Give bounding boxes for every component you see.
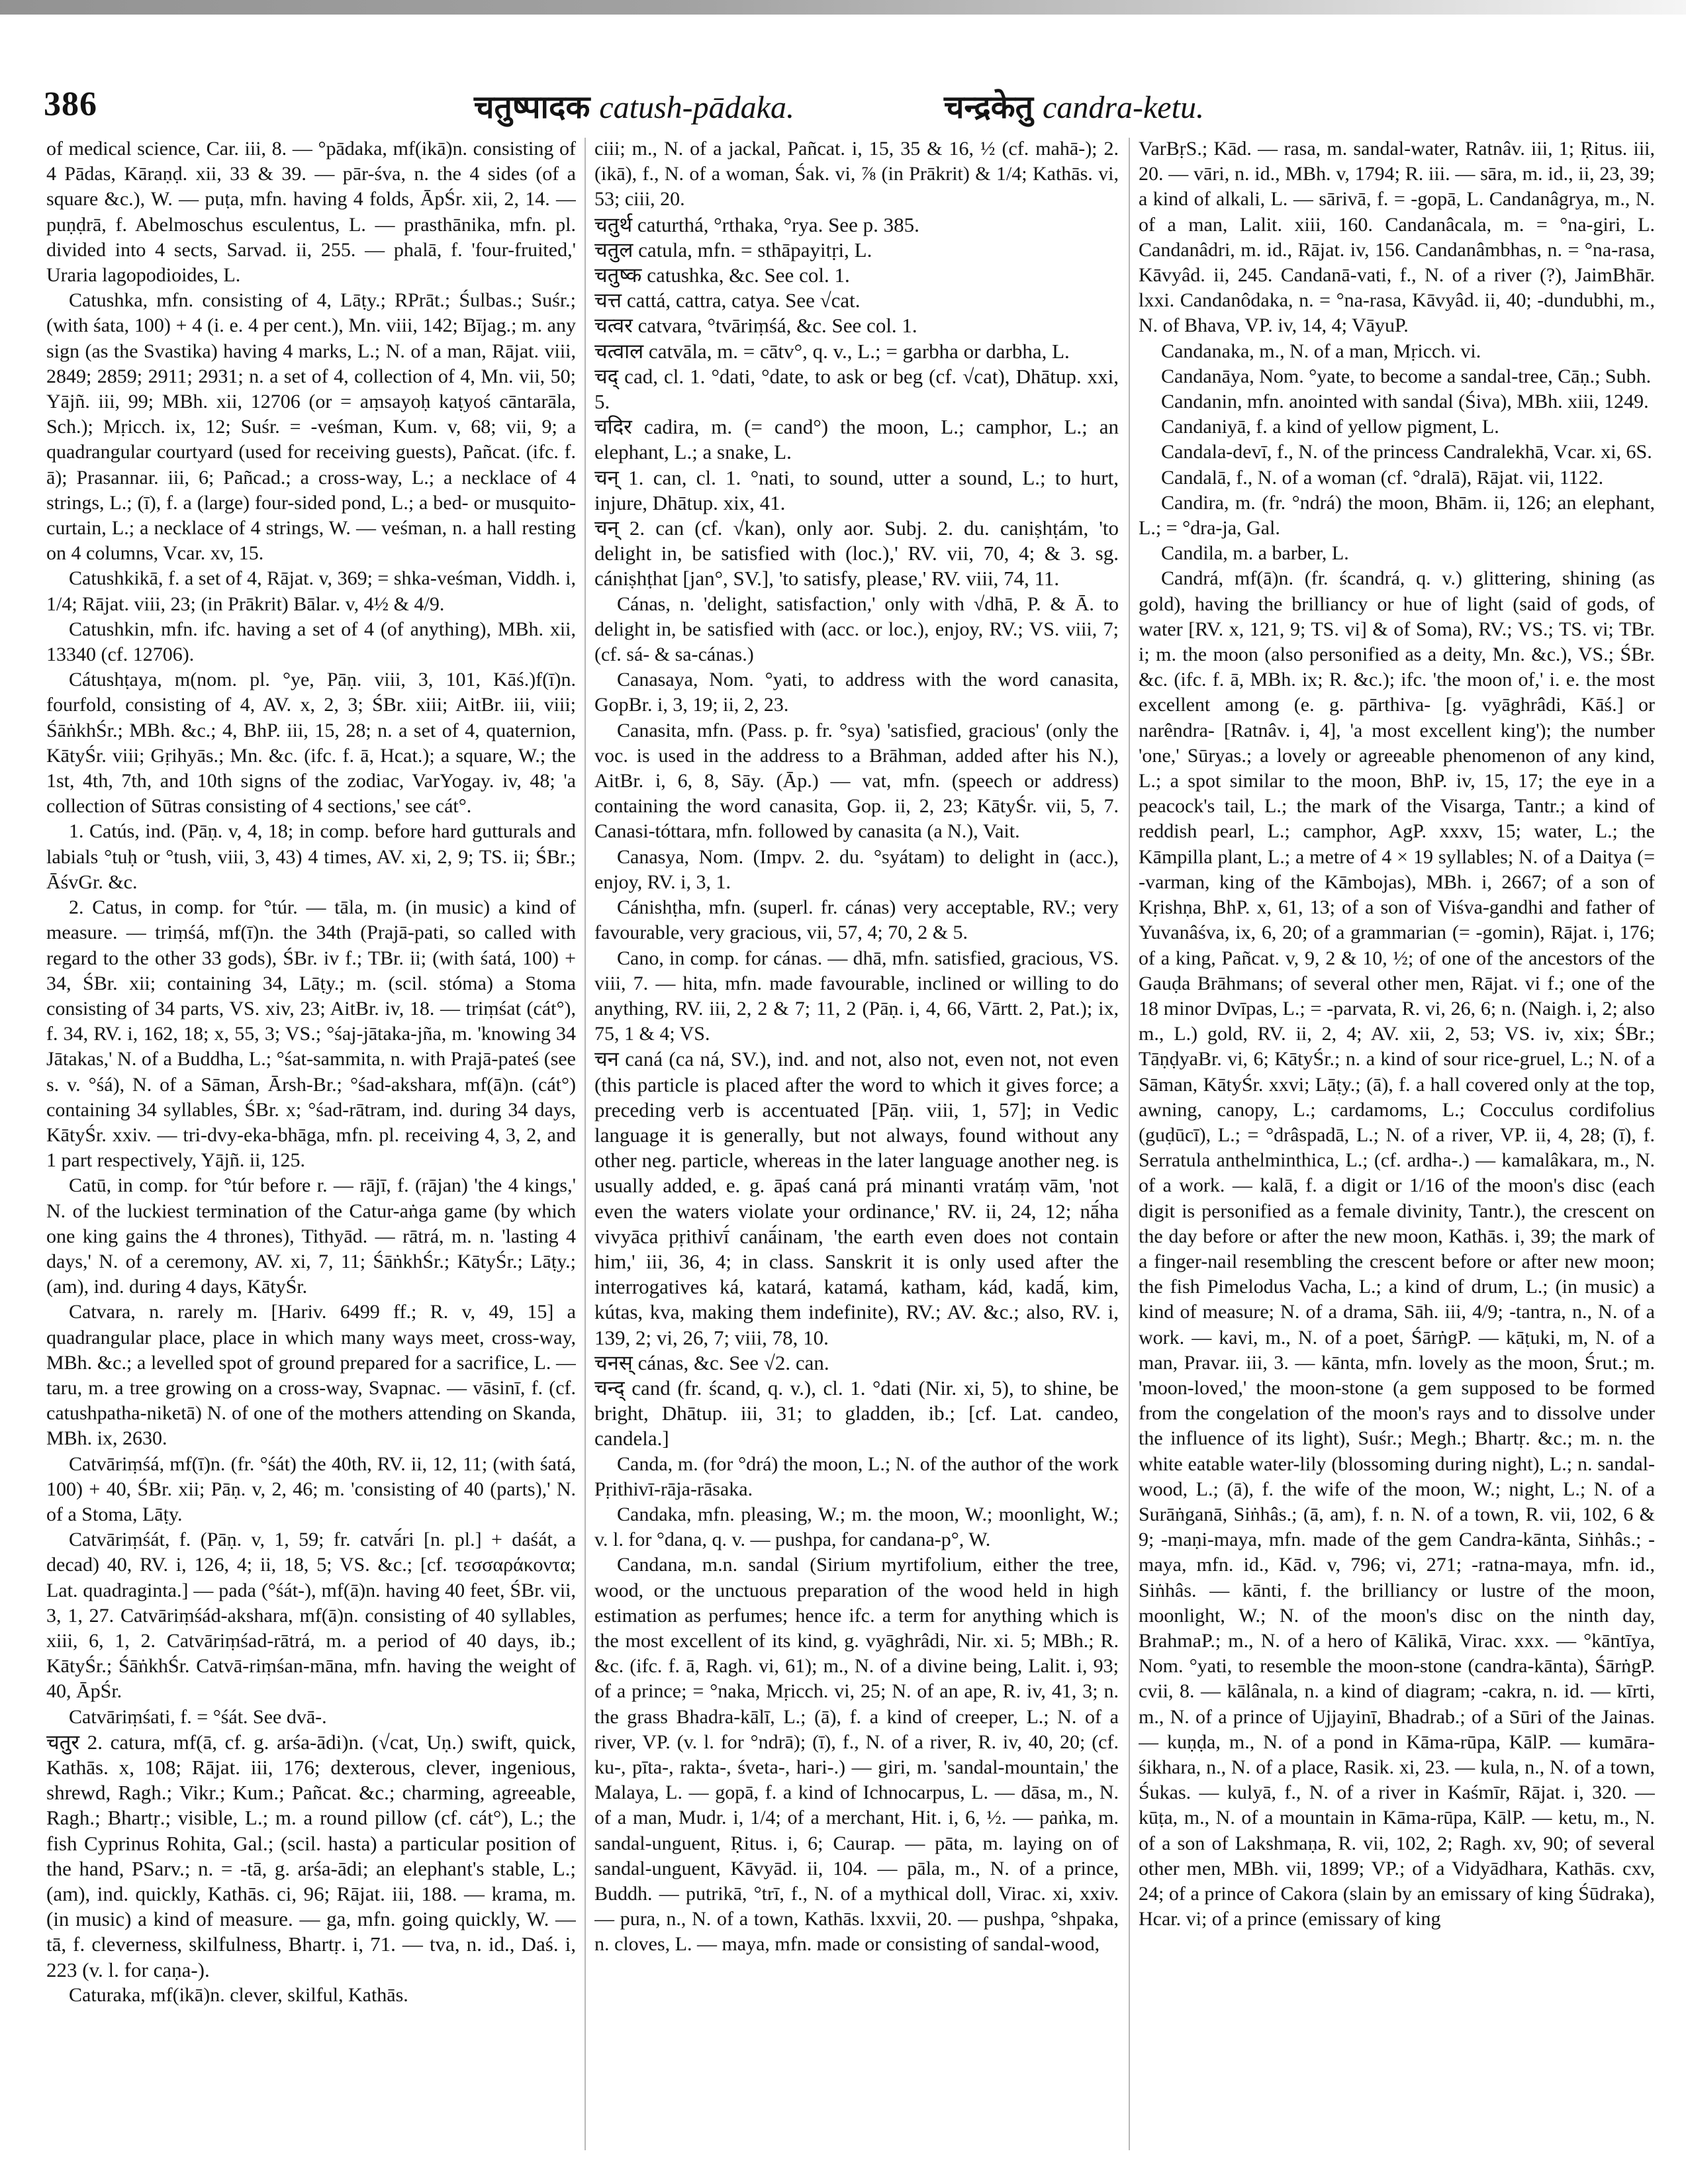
dictionary-entry: Candalā, f., N. of a woman (cf. °dralā), Rājat. vii, 1122. [1161, 466, 1604, 489]
left-headword-devanagari: चतुष्पादक [474, 89, 590, 126]
dictionary-entry: Candanin, mfn. anointed with sandal (Śiva), MBh. xiii, 1249. [1161, 391, 1649, 413]
right-headword-roman: candra-ketu. [1043, 90, 1204, 125]
dictionary-entry: चदिर cadira, m. (= cand°) the moon, L.; camphor, L.; an elephant, L.; a snake, L. [594, 415, 1119, 464]
dictionary-entry: Catushka, mfn. consisting of 4, Lāṭy.; RPrāt.; Śulbas.; Suśr.; (with śata, 100) + 4 (i. e. 4 per cent.), Mn. viii, 142; Bījag.; m. any sign (as the Svastika) having 4 marks, L.; N. of a man, Rājat. viii, 2849; 2859; 2911; 2931; n. a set of 4, collection of 4, Mn. vii, 50; Yājñ. iii, 99; MBh. xii, 12706 (or = aṃsayoḥ kaṭyoś cāntarāla, Sch.); Mṛicch. ix, 12; Suśr. = -veśman, Kum. v, 68; vii, 9; a quadrangular courtyard (used for receiving guests), Pañcat. (ifc. f. ā); Prasannar. iii, 6; Pañcad.; a cross-way, L.; a necklace of 4 strings, L.; (ī), f. a (large) four-sided pond, L.; a bed- or musquito-curtain, L.; a necklace of 4 strings, W. — veśman, n. a hall resting on 4 columns, Vcar. xv, 15. [46, 289, 576, 565]
column-divider [585, 138, 586, 2150]
left-running-headword [474, 85, 794, 128]
dictionary-entry: Candaka, mfn. pleasing, W.; m. the moon, W.; moonlight, W.; v. l. for °dana, q. v. — pushpa, for candana-p°, W. [594, 1503, 1119, 1551]
dictionary-entry: Cánishṭha, mfn. (superl. fr. cánas) very acceptable, RV.; very favourable, very gracious, vii, 57, 4; 70, 2 & 5. [594, 896, 1119, 944]
dictionary-entry: Catvāriṃśati, f. = °śát. See dvā-. [69, 1705, 327, 1728]
dictionary-entry: 1. Catús, ind. (Pāṇ. v, 4, 18; in comp. before hard gutturals and labials °tuḥ or °tush, viii, 3, 43) 4 times, AV. xi, 2, 9; TS. ii; ŚBr.; ĀśvGr. &c. [46, 820, 576, 893]
dictionary-entry: Catushkin, mfn. ifc. having a set of 4 (of anything), MBh. xii, 13340 (cf. 12706). [46, 618, 576, 666]
dictionary-entry: चत्त cattá, cattra, catya. See √cat. [594, 289, 861, 312]
dictionary-column-3 [1139, 136, 1655, 2169]
dictionary-entry: of medical science, Car. iii, 8. — °pādaka, mf(ikā)n. consisting of 4 Pādas, Kāraṇḍ. xii, 33 & 39. — pār-śva, n. the 4 sides (of a square &c.), W. — puṭa, mfn. having 4 folds, ĀpŚr. xii, 2, 14. — puṇḍrā, f. Abelmoschus esculentus, L. — prasthānika, mfn. pl. divided into 4 sects, Sarvad. ii, 255. — phalā, f. 'four-fruited,' Uraria lagopodioides, L. [46, 138, 576, 287]
dictionary-entry: Catushkikā, f. a set of 4, Rājat. v, 369; = shka-veśman, Viddh. i, 1/4; Rājat. viii, 23; (in Prākrit) Bālar. v, 4½ & 4/9. [46, 567, 576, 615]
dictionary-entry: Cánas, n. 'delight, satisfaction,' only with √dhā, P. & Ā. to delight in, be satisfied with (acc. or loc.), enjoy, RV.; VS. viii, 7; (cf. sá- & sa-cánas.) [594, 593, 1119, 666]
dictionary-entry: Candrá, mf(ā)n. (fr. ścandrá, q. v.) glittering, shining (as gold), having the brilliancy or hue of light (said of gods, of water [RV. x, 121, 9; TS. vi] & of Soma), RV.; VS.; TS. vi; TBr. i; m. the moon (also personified as a deity, Mn. &c.), VS.; ŚBr. &c. (ifc. f. ā, MBh. ix; R. &c.); ifc. 'the moon of,' i. e. the most excellent among (e. g. pārthiva- [g. vyāghrâdi, Kāś.] or narêndra- [Ratnâv. i, 4], 'a most excellent king'); the number 'one,' Sūryas.; a lovely or agreeable phenomenon of any kind, L.; a spot similar to the moon, BhP. iv, 15, 17; the eye in a peacock's tail, L.; the mark of the Visarga, Tantr.; a kind of reddish pearl, L.; camphor, AgP. xxxv, 15; water, L.; the Kāmpilla plant, L.; a metre of 4 × 19 syllables; N. of a Daitya (= -varman, king of the Kāmbojas), MBh. i, 2667; of a son of Kṛishṇa, BhP. x, 61, 13; of a son of Viśva-gandhi and father of Yuvanâśva, ix, 6, 20; of a grammarian (= -gomin), Rājat. i, 176; of a king, Pañcat. v, 9, 2 & 10, ½; of one of the ancestors of the Gauḍa Brāhmans; of several other men, Rājat. vi f.; one of the 18 minor Dvīpas, L.; = -parvata, R. vi, 26, 6; n. (Naigh. i, 2; also m., L.) gold, RV. ii, 2, 4; AV. xii, 2, 53; VS. iv, xix; ŚBr.; TāṇḍyaBr. vi, 6; KātyŚr.; n. a kind of sour rice-gruel, L.; N. of a Sāman, KātyŚr. xxvi; Lāṭy.; (ā), f. a hall covered only at the top, awning, canopy, L.; cardamoms, L.; Cocculus cordifolius (guḍūcī), L.; = °drâspadā, L.; N. of a river, VP. ii, 4, 28; (ī), f. Serratula anthelminthica, L.; (cf. ardha-.) — kamalâkara, m., N. of a work. — kalā, f. a digit or 1/16 of the moon's disc (each digit is personified as a female divinity, Tantr.), the crescent on the day before or after the new moon, Kathās. i, 39; the mark of a finger-nail resembling the crescent before or after new moon; the fish Pimelodus Vacha, L.; a kind of drum, L.; (in music) a kind of measure; N. of a drama, Sāh. iii, 4/9; -tantra, n., N. of a work. — kavi, m., N. of a poet, ŚārṅgP. — kāṭuki, m, N. of a man, Pravar. iii, 3. — kānta, mfn. lovely as the moon, Śrut.; m. 'moon-loved,' the moon-stone (a gem supposed to be formed from the congelation of the moon's rays and to dissolve under the influence of its light), Suśr.; Megh.; Bhartṛ. &c.; m. n. the white eatable water-lily (blossoming during night), L.; n. sandal-wood, L.; (ā), f. the wife of the moon, W.; night, L.; N. of a Surāṅganā, Siṅhâs.; (ā, am), f. n. N. of a town, R. vii, 102, 6 & 9; -maṇi-maya, mfn. made of the gem Candra-kānta, Siṅhâs.; -maya, mfn. id., Kād. v, 796; vi, 271; -ratna-maya, mfn. id., Siṅhâs. — kānti, f. the brilliancy or lustre of the moon, moonlight, W.; N. of the moon's disc on the ninth day, BrahmaP.; m., N. of a hero of Kālikā, Virac. xxx. — °kāntīya, Nom. °yati, to resemble the moon-stone (candra-kānta), ŚārṅgP. cvii, 8. — kālânala, n. a kind of diagram; -cakra, n. id. — kīrti, m., N. of a prince of Ujjayinī, Bhadrab.; of a Sūri of the Jainas. — kuṇḍa, m., N. of a pond in Kāma-rūpa, KālP. — kumāra-śikhara, n., N. of a place, Rasik. xi, 23. — kula, n., N. of a town, Śukas. — kulyā, f., N. of a river in Kaśmīr, Rājat. i, 320. — kūṭa, m., N. of a mountain in Kāma-rūpa, KālP. — ketu, m., N. of a son of Lakshmaṇa, R. vii, 102, 2; Ragh. xv, 90; of several other men, MBh. vii, 1899; VP.; of a Vidyādhara, Kathās. cxv, 24; of a prince of Cakora (slain by an emissary of king Śūdraka), Hcar. vi; of a prince (emissary of king [1139, 567, 1655, 1930]
right-headword-devanagari: चन्द्रकेतु [944, 89, 1034, 126]
dictionary-entry: चन caná (ca ná, SV.), ind. and not, also not, even not, not even (this particle is placed after the word to which it gives force; a preceding verb is accentuated [Pāṇ. viii, 1, 57]; in Vedic language it is generally, but not always, found without any other neg. particle, whereas in the later language another neg. is usually added, e. g. āpaś caná prá minanti vratáṃ vām, 'not even the waters violate your ordinance,' RV. ii, 24, 12; nā́ha vivyāca pṛithivī́ canā́inam, 'the earth even does not contain him,' iii, 36, 4; in class. Sanskrit it is only used after the interrogatives ká, katará, katamá, katham, kád, kadā́, kim, kútas, kva, making them indefinite), RV.; AV. &c.; also, RV. i, 139, 2; vi, 26, 7; viii, 78, 10. [594, 1047, 1119, 1349]
dictionary-entry: Catvāriṃśát, f. (Pāṇ. v, 1, 59; fr. catvā́ri [n. pl.] + daśát, a decad) 40, RV. i, 126, 4; ii, 18, 5; VS. &c.; [cf. τεσσαράκοντα; Lat. quadraginta.] — pada (°śát-), mf(ā)n. having 40 feet, ŚBr. vii, 3, 1, 27. Catvāriṃśád-akshara, mf(ā)n. consisting of 40 syllables, xiii, 6, 1, 2. Catvāriṃśad-rātrá, m. a period of 40 days, ib.; KātyŚr.; ŚāṅkhŚr. Catvā-riṃśan-māna, mfn. having the weight of 40, ĀpŚr. [46, 1529, 576, 1703]
dictionary-entry: Candanāya, Nom. °yate, to become a sandal-tree, Cāṇ.; Subh. [1161, 365, 1652, 387]
dictionary-entry: Canasaya, Nom. °yati, to address with the word canasita, GopBr. i, 3, 19; ii, 2, 23. [594, 669, 1119, 716]
dictionary-entry: चनस् cánas, &c. See √2. can. [594, 1351, 829, 1374]
dictionary-entry: Cátushṭaya, m(nom. pl. °ye, Pāṇ. viii, 3, 101, Kāś.)f(ī)n. fourfold, consisting of 4, AV. x, 2, 3; ŚBr. xiii; AitBr. iii, viii; ŚāṅkhŚr.; MBh. &c.; 4, BhP. iii, 15, 28; n. a set of 4, quaternion, KātyŚr. viii; Gṛihyās.; Mn. &c. (ifc. f. ā, Hcat.); a square, W.; the 1st, 4th, 7th, and 10th signs of the zodiac, VarYogay. iv, 48; 'a collection of Sūtras consisting of 4 sections,' see cát°. [46, 669, 576, 818]
dictionary-entry: Candira, m. (fr. °ndrá) the moon, Bhām. ii, 126; an elephant, L.; = °dra-ja, Gal. [1139, 491, 1655, 540]
dictionary-entry: Candila, m. a barber, L. [1161, 542, 1349, 565]
left-headword-roman: catush-pādaka. [599, 90, 794, 125]
dictionary-entry: 2. Catus, in comp. for °túr. — tāla, m. (in music) a kind of measure. — triṃśá, mf(ī)n. the 34th (Prajā-pati, so called with regard to the other 33 gods), ŚBr. iv f.; TBr. ii; (with śatá, 100) + 34, ŚBr. xii; containing 34, Lāṭy.; m. (scil. stóma) a Stoma consisting of 34 parts, VS. xiv, 23; AitBr. iv, 18. — triṃśat (cát°), f. 34, RV. i, 162, 18; x, 55, 3; VS.; °śaj-jātaka-jña, m. 'knowing 34 Jātakas,' N. of a Buddha, L.; °śat-sammita, n. with Prajā-pateś (see s. v. °śá), N. of a Sāman, Ārsh-Br.; °śad-akshara, mf(ā)n. (cát°) containing 34 syllables, ŚBr. x; °śad-rātram, ind. during 34 days, KātyŚr. xxiv. — tri-dvy-eka-bhāga, mfn. pl. receiving 4, 3, 2, and 1 part respectively, Yājñ. ii, 125. [46, 896, 576, 1172]
dictionary-entry: चतुल catula, mfn. = sthāpayitṛi, L. [594, 238, 872, 261]
dictionary-entry: चन्द् cand (fr. ścand, q. v.), cl. 1. °dati (Nir. xi, 5), to shine, be bright, Dhātup. iii, 31; to gladden, ib.; [cf. Lat. candeo, candela.] [594, 1376, 1119, 1450]
dictionary-entry: Candaniyā, f. a kind of yellow pigment, L. [1161, 416, 1499, 438]
scan-top-edge [0, 0, 1686, 15]
dictionary-entry: चत्वाल catvāla, m. = cātv°, q. v., L.; = garbha or darbha, L. [594, 339, 1070, 363]
dictionary-entry: चतुर्थ caturthá, °rthaka, °rya. See p. 385. [594, 213, 919, 236]
dictionary-entry: Catū, in comp. for °túr before r. — rājī, f. (rājan) 'the 4 kings,' N. of the luckiest termination of the Catur-aṅga game (by which one king gains the 4 thrones), Tithyād. — rātrá, m. n. 'lasting 4 days,' N. of a ceremony, AV. xi, 7, 11; ŚāṅkhŚr.; KātyŚr.; Lāṭy.; (am), ind. during 4 days, KātyŚr. [46, 1174, 576, 1298]
right-running-headword [944, 85, 1204, 128]
dictionary-entry: Cano, in comp. for cánas. — dhā, mfn. satisfied, gracious, VS. viii, 7. — hita, mfn. made favourable, inclined or willing to do anything, RV. iii, 2, 2 & 7; 11, 2 (Pāṇ. i, 4, 66, Vārtt. 2, Pat.); ix, 75, 1 & 4; VS. [594, 947, 1119, 1045]
dictionary-entry: ciii; m., N. of a jackal, Pañcat. i, 15, 35 & 16, ½ (cf. mahā-); 2. (ikā), f., N. of a woman, Śak. vi, ⅞ (in Prākrit) & 1/4; Kathās. vi, 53; ciii, 20. [594, 138, 1119, 211]
dictionary-entry: चतुर 2. catura, mf(ā, cf. g. arśa-ādi)n. (√cat, Uṇ.) swift, quick, Kathās. x, 108; Rājat. iii, 176; dexterous, clever, ingenious, shrewd, Ragh.; Vikr.; Kum.; Pañcat. &c.; charming, agreeable, Ragh.; Bhartṛ.; visible, L.; m. a round pillow (cf. cát°), L.; the fish Cyprinus Rohita, Gal.; (scil. hasta) a particular position of the hand, PSarv.; n. = -tā, g. arśa-ādi; an elephant's stable, L.; (am), ind. quickly, Kathās. ci, 96; Rājat. iii, 188. — krama, m. (in music) a kind of measure. — ga, mfn. going quickly, W. — tā, f. cleverness, skilfulness, Bhartṛ. i, 71. — tva, n. id., Daś. i, 223 (v. l. for caṇa-). [46, 1730, 576, 1981]
page-header [44, 85, 1632, 131]
dictionary-entry: चन् 2. can (cf. √kan), only aor. Subj. 2. du. caniṣhṭám, 'to delight in, be satisfied with (loc.),' RV. vii, 70, 4; & 3. sg. cániṣhṭhat [jan°, SV.], 'to satisfy, please,' RV. viii, 74, 11. [594, 516, 1119, 591]
dictionary-entry: चन् 1. can, cl. 1. °nati, to sound, utter a sound, L.; to hurt, injure, Dhātup. xix, 41. [594, 465, 1119, 514]
dictionary-entry: Catvāriṃśá, mf(ī)n. (fr. °śát) the 40th, RV. ii, 12, 11; (with śatá, 100) + 40, ŚBr. xii; Pāṇ. v, 2, 46; m. 'consisting of 40 (parts),' N. of a Stoma, Lāṭy. [46, 1452, 576, 1525]
column-divider [1129, 138, 1130, 2150]
dictionary-entry: Candala-devī, f., N. of the princess Candralekhā, Vcar. xi, 6S. [1161, 441, 1652, 463]
dictionary-entry: Canda, m. (for °drá) the moon, L.; N. of the author of the work Pṛithivī-rāja-rāsaka. [594, 1452, 1119, 1500]
dictionary-entry: Canasita, mfn. (Pass. p. fr. °sya) 'satisfied, gracious' (only the voc. is used in the address to a Brāhman, added after his N.), AitBr. i, 6, 8, Sāy. (Āp.) — vat, mfn. (speech or address) containing the word canasita, Gop. ii, 2, 23; KātyŚr. vii, 5, 7. Canasi-tóttara, mfn. followed by canasita (a N.), Vait. [594, 719, 1119, 843]
dictionary-entry: Canasya, Nom. (Impv. 2. du. °syátam) to delight in (acc.), enjoy, RV. i, 3, 1. [594, 845, 1119, 893]
dictionary-entry: चद् cad, cl. 1. °dati, °date, to ask or beg (cf. √cat), Dhātup. xxi, 5. [594, 364, 1119, 414]
page-number: 386 [44, 85, 97, 123]
dictionary-column-1 [46, 136, 576, 2169]
dictionary-entry: VarBṛS.; Kād. — rasa, m. sandal-water, Ratnâv. iii, 1; Ṛitus. iii, 20. — vāri, n. id., MBh. v, 1794; R. iii. — sāra, m. id., ii, 23, 39; a kind of alkali, L. — sārivā, f. = -gopā, L. Candanâgrya, m., N. of a man, Lalit. xiii, 160. Candanâcala, m. = °na-giri, L. Candanâdri, m. id., Rājat. iv, 156. Candanâmbhas, n. = °na-rasa, Kāvyâd. ii, 245. Candanā-vati, f., N. of a river (?), JaimBhār. lxxi. Candanôdaka, n. = °na-rasa, Kāvyâd. ii, 40; -dundubhi, m., N. of Bhava, VP. iv, 14, 4; VāyuP. [1139, 138, 1655, 337]
dictionary-entry: चतुष्क catushka, &c. See col. 1. [594, 263, 850, 287]
dictionary-column-2 [594, 136, 1119, 2169]
dictionary-entry: Candanaka, m., N. of a man, Mṛicch. vi. [1161, 340, 1481, 362]
dictionary-entry: चत्वर catvara, °tvāriṃśá, &c. See col. 1. [594, 314, 917, 338]
dictionary-entry: Caturaka, mf(ikā)n. clever, skilful, Kathās. [69, 1983, 408, 2006]
dictionary-entry: Candana, m.n. sandal (Sirium myrtifolium, either the tree, wood, or the unctuous preparation of the wood held in high estimation as perfumes; hence ifc. a term for anything which is the most excellent of its kind, g. vyāghrâdi, Nir. xi. 5; MBh.; R. &c. (ifc. f. ā, Ragh. vi, 61); m., N. of a divine being, Lalit. i, 93; of a prince; = °naka, Mṛicch. vi, 25; N. of an ape, R. iv, 41, 3; n. the grass Bhadra-kālī, L.; (ā), f. a kind of creeper, L.; N. of a river, VP. (v. l. for °ndrā); (ī), f., N. of a river, R. iv, 40, 20; (cf. ku-, pīta-, rakta-, śveta-, hari-.) — giri, m. 'sandal-mountain,' the Malaya, L. — gopā, f. a kind of Ichnocarpus, L. — dāsa, m., N. of a man, Mudr. i, 1/4; of a merchant, Hit. i, 6, ½. — paṅka, m. sandal-unguent, Ṛitus. i, 6; Caurap. — pāta, m. laying on of sandal-unguent, Kāvyād. ii, 104. — pāla, m., N. of a prince, Buddh. — putrikā, °trī, f., N. of a mythical doll, Virac. xi, xxiv. — pura, n., N. of a town, Kathās. lxxvii, 20. — pushpa, °shpaka, n. cloves, L. — maya, mfn. made or consisting of sandal-wood, [594, 1554, 1119, 1956]
dictionary-entry: Catvara, n. rarely m. [Hariv. 6499 ff.; R. v, 49, 15] a quadrangular place, place in which many ways meet, cross-way, MBh. &c.; a levelled spot of ground prepared for a sacrifice, L. — taru, m. a tree growing on a cross-way, Svapnac. — vāsinī, f. (cf. catushpatha-niketā) N. of one of the mothers attending on Skanda, MBh. ix, 2630. [46, 1301, 576, 1450]
